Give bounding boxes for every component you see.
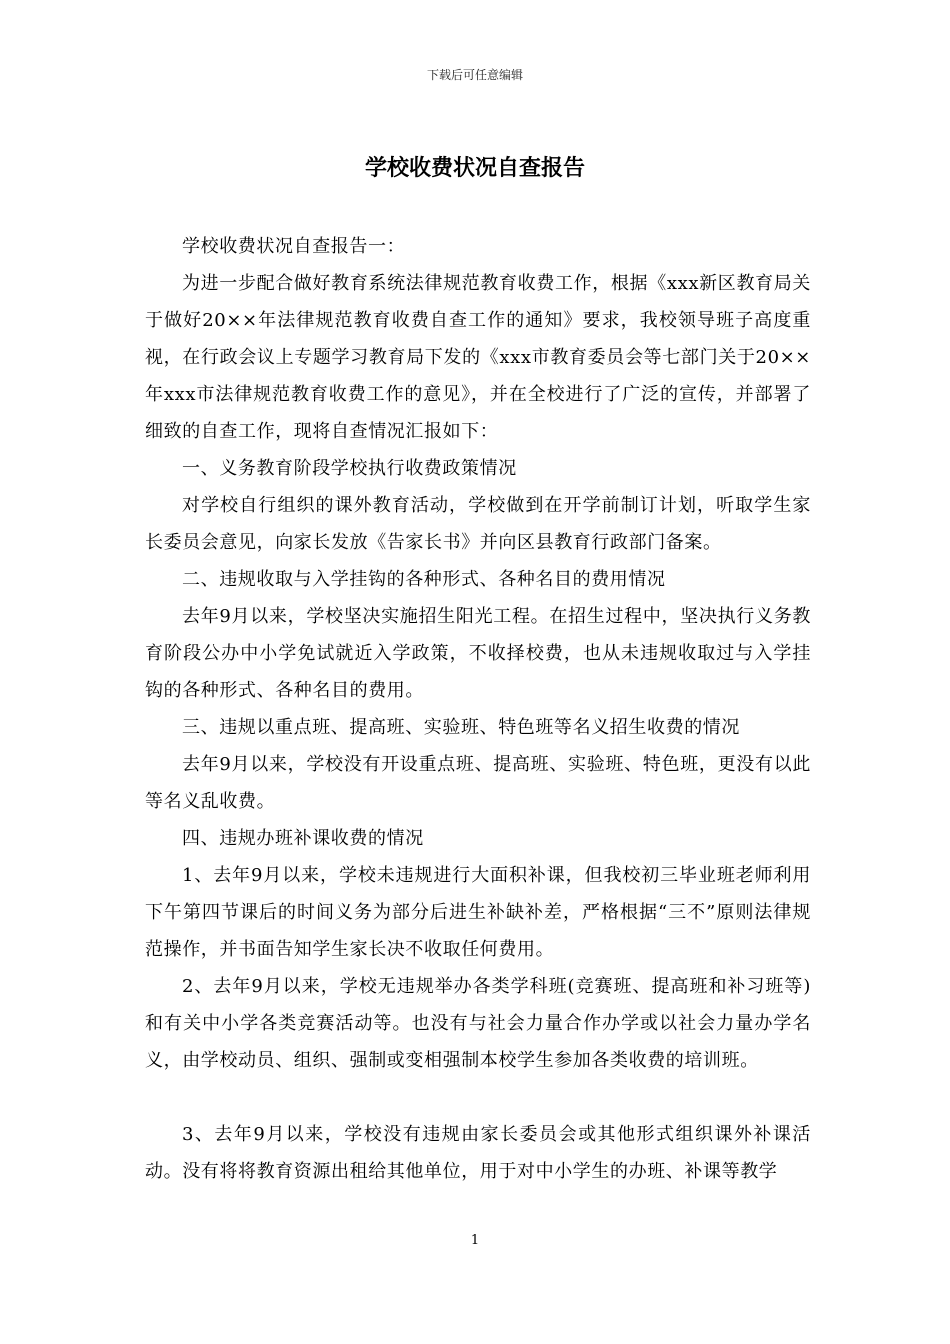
section-heading-1: 一、义务教育阶段学校执行收费政策情况 bbox=[182, 458, 517, 479]
paragraph-section-3: 去年9月以来，学校没有开设重点班、提高班、实验班、特色班，更没有以此等名义乱收费。 bbox=[145, 754, 811, 812]
paragraph-item-1: 1、去年9月以来，学校未违规进行大面积补课，但我校初三毕业班老师利用下午第四节课后的时间义务为部分后进生补缺补差，严格根据“三不”原则法律规范操作，并书面告知学生家长决不收取任何费用。 bbox=[145, 865, 811, 960]
paragraph-report-intro: 学校收费状况自查报告一： bbox=[182, 236, 406, 257]
paragraph-section-2: 去年9月以来，学校坚决实施招生阳光工程。在招生过程中，坚决执行义务教育阶段公办中小学免试就近入学政策，不收择校费，也从未违规收取过与入学挂钩的各种形式、各种名目的费用。 bbox=[145, 606, 811, 701]
paragraph-section-1: 对学校自行组织的课外教育活动，学校做到在开学前制订计划，听取学生家长委员会意见，向家长发放《告家长书》并向区县教育行政部门备案。 bbox=[145, 495, 811, 553]
document-body bbox=[145, 228, 811, 1190]
page-number: 1 bbox=[470, 1233, 480, 1248]
section-heading-3: 三、违规以重点班、提高班、实验班、特色班等名义招生收费的情况 bbox=[182, 717, 740, 738]
section-heading-2: 二、违规收取与入学挂钩的各种形式、各种名目的费用情况 bbox=[182, 569, 666, 590]
section-heading-4: 四、违规办班补课收费的情况 bbox=[182, 828, 424, 849]
header-note: 下载后可任意编辑 bbox=[426, 68, 523, 82]
paragraph-item-3: 3、去年9月以来，学校没有违规由家长委员会或其他形式组织课外补课活动。没有将将教育资源出租给其他单位，用于对中小学生的办班、补课等教学 bbox=[145, 1124, 811, 1182]
paragraph-item-2: 2、去年9月以来，学校无违规举办各类学科班(竞赛班、提高班和补习班等)和有关中小学各类竞赛活动等。也没有与社会力量合作办学或以社会力量办学名义，由学校动员、组织、强制或变相强制本校学生参加各类收费的培训班。 bbox=[145, 976, 811, 1071]
paragraph-opening: 为进一步配合做好教育系统法律规范教育收费工作，根据《xxx新区教育局关于做好20××年法律规范教育收费自查工作的通知》要求，我校领导班子高度重视，在行政会议上专题学习教育局下发的《xxx市教育委员会等七部门关于20××年xxx市法律规范教育收费工作的意见》，并在全校进行了广泛的宣传，并部署了细致的自查工作，现将自查情况汇报如下： bbox=[145, 273, 811, 442]
document-title: 学校收费状况自查报告 bbox=[364, 156, 585, 181]
